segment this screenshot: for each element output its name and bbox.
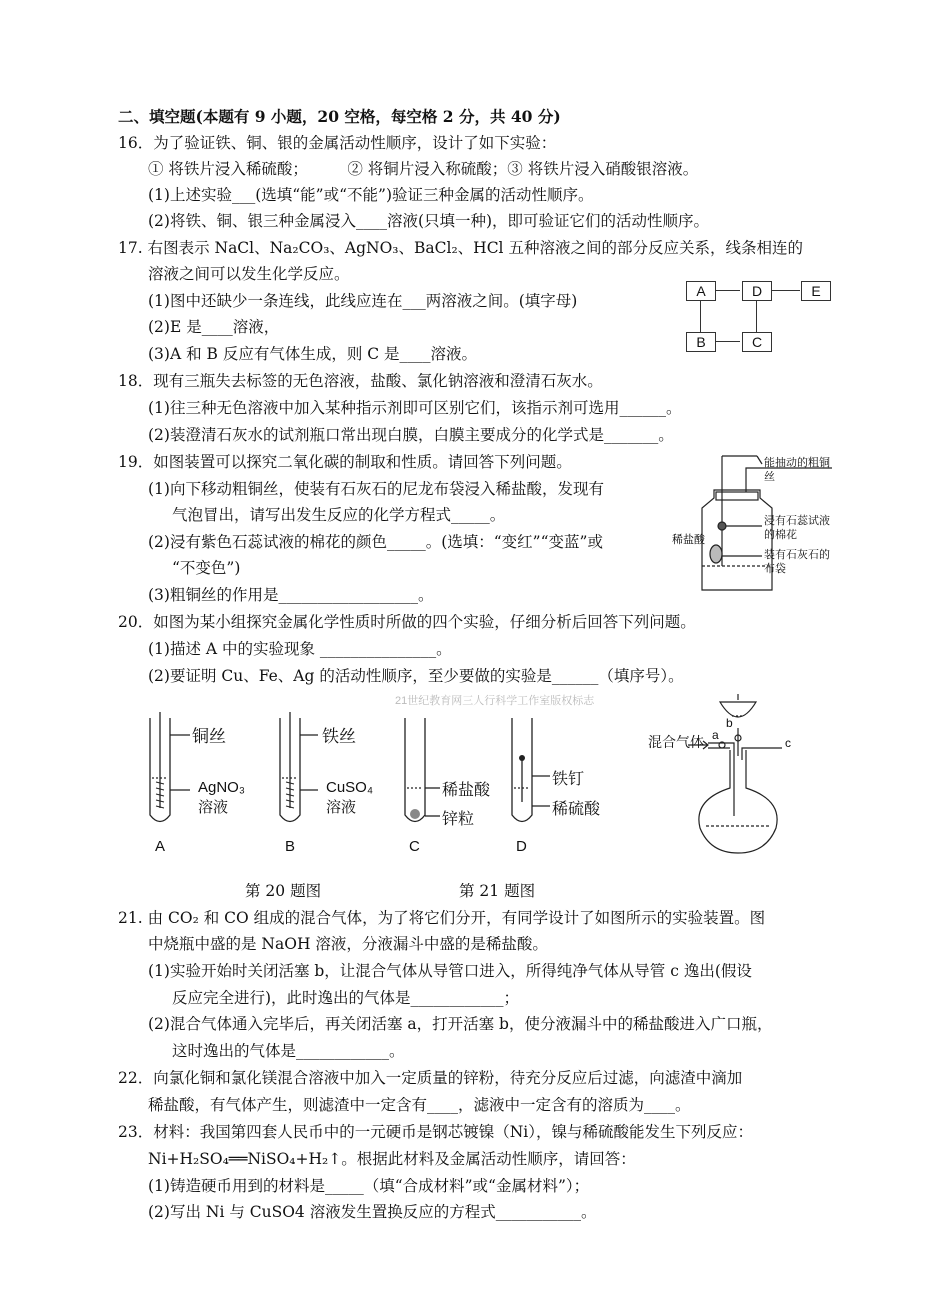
- q19-part2-cont: “不变色”): [172, 559, 241, 577]
- q17-stem: 17. 右图表示 NaCl、Na₂CO₃、AgNO₃、BaCl₂、HCl 五种溶液之间的部分反应关系，线条相连的: [118, 239, 803, 257]
- q19-apparatus: [672, 448, 842, 596]
- label-b-top: 铁丝: [322, 727, 356, 746]
- q23-equation: Ni+H₂SO₄══NiSO₄+H₂↑。根据此材料及金属活动性顺序，请回答：: [148, 1150, 636, 1168]
- q18-part2: (2)装澄清石灰水的试剂瓶口常出现白膜，白膜主要成分的化学式是_______。: [148, 426, 674, 444]
- label-bag: 装有石灰石的布袋: [764, 549, 830, 575]
- label-c-bottom: 锌粒: [442, 811, 475, 828]
- label-d-top: 铁钉: [552, 771, 585, 788]
- label-c: C: [409, 838, 420, 855]
- q16-part2: (2)将铁、铜、银三种金属浸入____溶液(只填一种)，即可验证它们的活动性顺序。: [148, 212, 710, 230]
- q23-part2: (2)写出 Ni 与 CuSO4 溶液发生置换反应的方程式___________。: [148, 1203, 597, 1221]
- q21-part2-cont: 这时逸出的气体是____________。: [172, 1042, 405, 1060]
- q21-part1: (1)实验开始时关闭活塞 b，让混合气体从导管口进入，所得纯净气体从导管 c 逸出(假设: [148, 962, 752, 980]
- label-b-bottom: CuSO₄溶液: [326, 779, 373, 816]
- node-d: D: [742, 281, 772, 301]
- node-e: E: [801, 281, 831, 301]
- q21-part2: (2)混合气体通入完毕后，再关闭活塞 a，打开活塞 b，使分液漏斗中的稀盐酸进入广口瓶，: [148, 1015, 773, 1033]
- label-d: D: [516, 838, 527, 855]
- q21-apparatus: [648, 688, 828, 858]
- caption-fig21: 第 21 题图: [459, 882, 536, 900]
- q18-part1: (1)往三种无色溶液中加入某种指示剂即可区别它们，该指示剂可选用______。: [148, 399, 682, 417]
- label-b: B: [285, 838, 296, 855]
- q20-stem: 20．如图为某小组探究金属化学性质时所做的四个实验，仔细分析后回答下列问题。: [118, 613, 696, 631]
- label-wire: 能抽动的粗铜丝: [764, 457, 830, 483]
- q23-stem: 23．材料：我国第四套人民币中的一元硬币是钢芯镀镍（Ni），镍与稀硫酸能发生下列反应：: [118, 1123, 753, 1141]
- section-title: 二、填空题(本题有 9 小题，20 空格，每空格 2 分，共 40 分): [118, 107, 561, 126]
- label-b-valve: b: [726, 716, 733, 730]
- q16-part1: (1)上述实验___(选填“能”或“不能”)验证三种金属的活动性顺序。: [148, 186, 594, 204]
- q16-experiments: ① 将铁片浸入稀硫酸； ② 将铜片浸入称硫酸；③ 将铁片浸入硝酸银溶液。: [148, 160, 699, 178]
- node-a: A: [686, 281, 716, 301]
- q20-part2: (2)要证明 Cu、Fe、Ag 的活动性顺序，至少要做的实验是______（填序号）。: [148, 667, 684, 685]
- q17-part2: (2)E 是____溶液，: [148, 318, 280, 336]
- label-c-top: 稀盐酸: [442, 782, 491, 799]
- q21-stem: 21. 由 CO₂ 和 CO 组成的混合气体，为了将它们分开，有同学设计了如图所示的实验装置。图: [118, 909, 766, 927]
- label-a-bottom: AgNO₃溶液: [198, 779, 245, 816]
- q21-part1-cont: 反应完全进行)，此时逸出的气体是____________；: [172, 989, 520, 1007]
- q17-diagram: [685, 280, 835, 352]
- q22-stem: 22．向氯化铜和氯化镁混合溶液中加入一定质量的锌粉，待充分反应后过滤，向滤渣中滴加: [118, 1069, 743, 1087]
- q18-stem: 18．现有三瓶失去标签的无色溶液，盐酸、氯化钠溶液和澄清石灰水。: [118, 372, 603, 390]
- q19-part2: (2)浸有紫色石蕊试液的棉花的颜色_____。(选填：“变红”“变蓝”或: [148, 533, 603, 551]
- label-a-top: 铜丝: [192, 727, 226, 746]
- q21-stem-cont: 中烧瓶中盛的是 NaOH 溶液，分液漏斗中盛的是稀盐酸。: [148, 935, 548, 953]
- q20-tubes-figure: [140, 710, 640, 865]
- caption-fig20: 第 20 题图: [245, 882, 322, 900]
- q23-part1: (1)铸造硬币用到的材料是_____（填“合成材料”或“金属材料”）；: [148, 1177, 590, 1195]
- q17-part1: (1)图中还缺少一条连线，此线应连在___两溶液之间。(填字母): [148, 292, 578, 310]
- node-b: B: [686, 332, 716, 352]
- q19-part1-cont: 气泡冒出，请写出发生反应的化学方程式_____。: [172, 506, 506, 524]
- watermark: 21世纪教育网三人行科学工作室版权标志: [395, 695, 595, 707]
- label-d-bottom: 稀硫酸: [552, 801, 601, 818]
- label-a: A: [155, 838, 166, 855]
- label-cotton: 浸有石蕊试液的棉花: [764, 515, 830, 541]
- label-acid: 稀盐酸: [672, 533, 705, 546]
- q17-stem-cont: 溶液之间可以发生化学反应。: [148, 265, 350, 283]
- q20-part1: (1)描述 A 中的实验现象 _______________。: [148, 640, 452, 658]
- node-c: C: [742, 332, 772, 352]
- q19-stem: 19．如图装置可以探究二氧化碳的制取和性质。请回答下列问题。: [118, 453, 572, 471]
- q19-part1: (1)向下移动粗铜丝，使装有石灰石的尼龙布袋浸入稀盐酸，发现有: [148, 480, 604, 498]
- q22-stem-cont: 稀盐酸，有气体产生，则滤渣中一定含有____，滤液中一定含有的溶质为____。: [148, 1096, 691, 1114]
- q16-stem: 16．为了验证铁、铜、银的金属活动性顺序，设计了如下实验：: [118, 134, 557, 152]
- q19-part3: (3)粗铜丝的作用是__________________。: [148, 586, 434, 604]
- label-c-outlet: c: [785, 736, 791, 750]
- q17-part3: (3)A 和 B 反应有气体生成，则 C 是____溶液。: [148, 345, 478, 363]
- label-mixed-gas: 混合气体: [648, 734, 704, 750]
- label-a-valve: a: [712, 728, 719, 742]
